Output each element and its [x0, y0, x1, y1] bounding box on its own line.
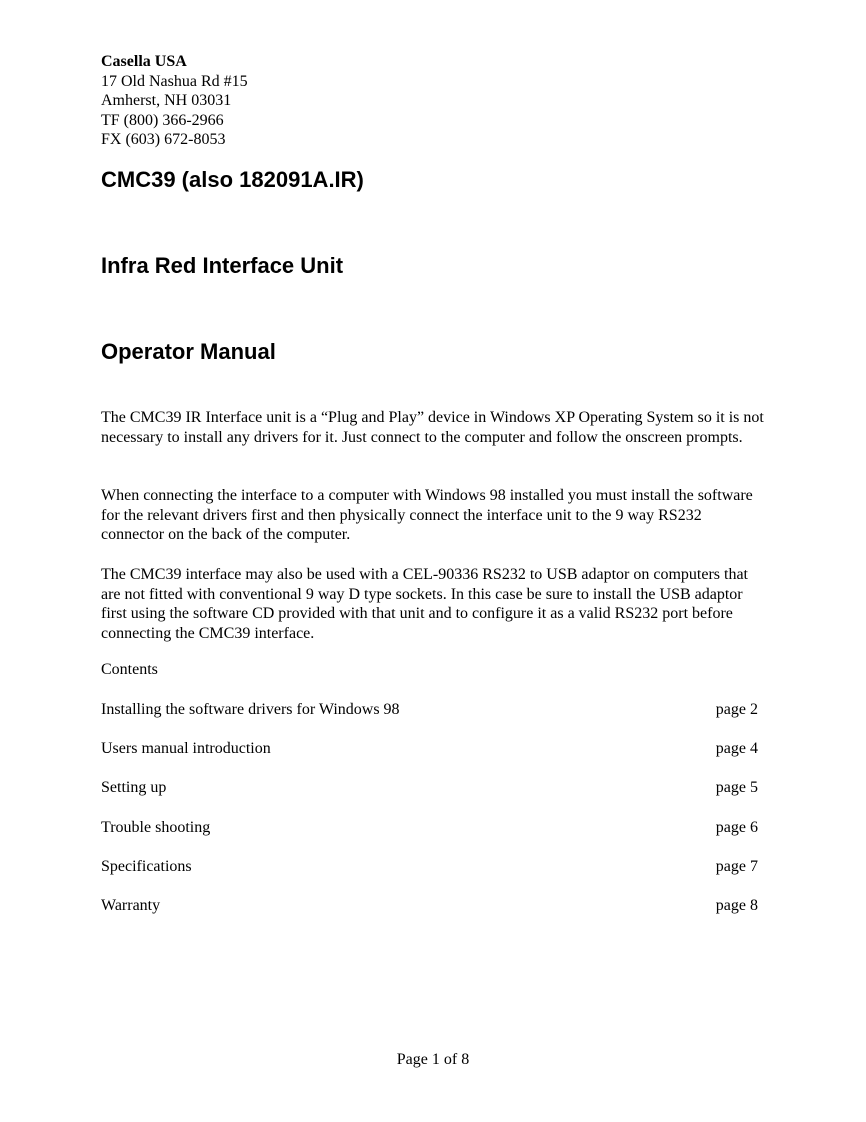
- toc-label: Specifications: [101, 858, 192, 875]
- toc-label: Setting up: [101, 779, 167, 796]
- toc-row: [101, 897, 758, 917]
- model-heading: CMC39 (also 182091A.IR): [101, 167, 364, 192]
- street-address: 17 Old Nashua Rd #15: [101, 72, 248, 90]
- toc-page-number: page 7: [715, 858, 758, 875]
- city-state-zip: Amherst, NH 03031: [101, 92, 232, 109]
- fax-number: FX (603) 672-8053: [101, 131, 226, 148]
- toc-page-number: page 5: [715, 779, 758, 796]
- toc-row: [101, 740, 758, 760]
- toc-page-number: page 4: [715, 740, 758, 757]
- intro-paragraph-xp: The CMC39 IR Interface unit is a “Plug and Play” device in Windows XP Operating System so it is not necessary to install any drivers for it. Just connect to the computer and follow the onscreen prompts.: [101, 409, 764, 446]
- toc-page-number: page 2: [715, 701, 758, 718]
- product-heading: Infra Red Interface Unit: [101, 253, 344, 278]
- company-name: Casella USA: [101, 53, 187, 70]
- toc-label: Trouble shooting: [101, 819, 211, 836]
- page-number-footer: Page 1 of 8: [396, 1051, 470, 1068]
- toc-row: [101, 701, 758, 721]
- intro-paragraph-usb-adaptor: The CMC39 interface may also be used with a CEL-90336 RS232 to USB adaptor on computers that are not fitted with conventional 9 way D type sockets. In this case be sure to install the USB adaptor first using the software CD provided with that unit and to configure it as a valid RS232 port before connecting the CMC39 interface.: [101, 566, 748, 642]
- toc-row: [101, 858, 758, 878]
- toc-page-number: page 8: [715, 897, 758, 914]
- contents-title: Contents: [101, 661, 158, 678]
- toc-label: Warranty: [101, 897, 161, 914]
- company-address-block: [101, 52, 248, 150]
- toll-free-phone: TF (800) 366-2966: [101, 111, 224, 129]
- toc-row: [101, 779, 758, 799]
- intro-paragraph-win98: When connecting the interface to a computer with Windows 98 installed you must install the software for the relevant drivers first and then physically connect the interface unit to the 9 way RS232 connector on the back of the computer.: [101, 487, 753, 543]
- toc-page-number: page 6: [715, 819, 758, 836]
- manual-heading: Operator Manual: [101, 339, 276, 364]
- toc-label: Users manual introduction: [101, 740, 271, 757]
- toc-label: Installing the software drivers for Windows 98: [101, 701, 400, 718]
- toc-row: [101, 819, 758, 839]
